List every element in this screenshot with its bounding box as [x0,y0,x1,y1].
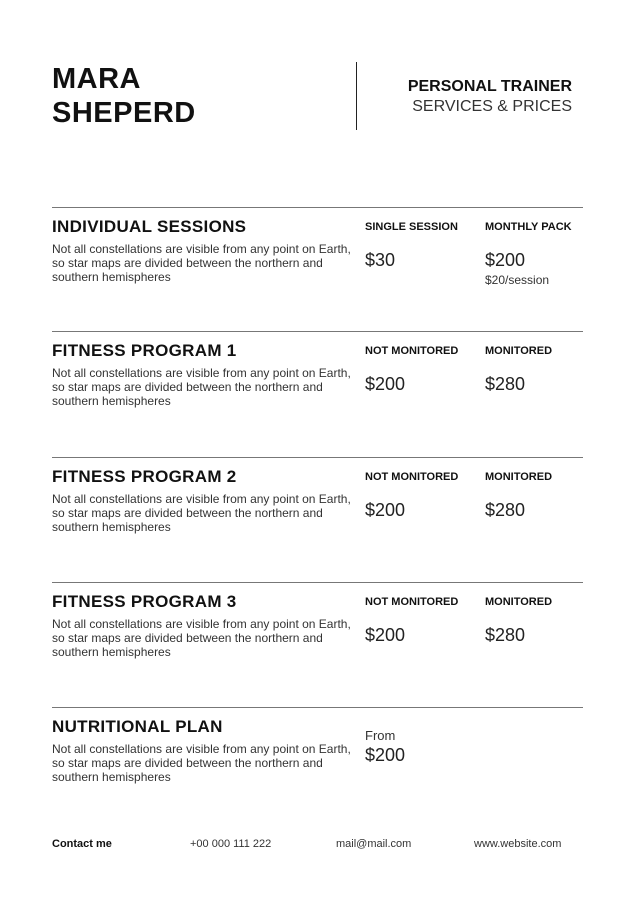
footer-phone[interactable]: +00 000 111 222 [190,838,272,850]
footer-contact-label: Contact me [52,838,112,850]
price-value: $200 [365,745,406,765]
role-title: PERSONAL TRAINER [407,78,572,95]
header-divider [356,62,357,130]
trainer-name [52,62,196,130]
price-column [485,471,552,521]
price-label: NOT MONITORED [365,596,459,608]
price-label: NOT MONITORED [365,471,459,483]
price-column [485,221,572,287]
service-description: Not all constellations are visible from any point on Earth, so star maps are divided between the northern and southern hemispheres [52,742,351,784]
footer-email[interactable]: mail@mail.com [336,838,412,850]
price-value: $200 [365,374,406,394]
header-role [408,77,572,117]
service-title: FITNESS PROGRAM 1 [52,341,237,360]
price-value: $200 [365,500,406,520]
service-section [52,582,583,703]
price-label: SINGLE SESSION [365,221,458,233]
first-name: MARA [52,63,141,95]
price-note: $20/session [485,273,550,287]
service-section [52,207,583,328]
price-column [485,596,552,646]
service-title: FITNESS PROGRAM 3 [52,592,237,611]
price-column [365,221,458,271]
service-section [52,457,583,578]
role-subtitle: SERVICES & PRICES [412,98,572,115]
service-description: Not all constellations are visible from any point on Earth, so star maps are divided between the northern and southern hemispheres [52,366,351,408]
price-value: $200 [485,250,526,270]
price-column [485,345,552,395]
service-title: NUTRITIONAL PLAN [52,717,223,736]
price-from: From [365,728,396,743]
price-value: $280 [485,500,526,520]
service-description: Not all constellations are visible from any point on Earth, so star maps are divided between the northern and southern hemispheres [52,492,351,534]
price-column [365,596,458,646]
service-section [52,707,583,828]
price-column [365,345,458,395]
service-title: FITNESS PROGRAM 2 [52,467,237,486]
price-label: MONITORED [485,345,553,357]
price-value: $280 [485,625,526,645]
price-column [365,471,458,521]
price-value: $280 [485,374,526,394]
price-label: MONITORED [485,471,553,483]
price-label: MONITORED [485,596,553,608]
last-name: SHEPERD [52,97,196,129]
price-value: $200 [365,625,406,645]
price-value: $30 [365,250,396,270]
service-description: Not all constellations are visible from any point on Earth, so star maps are divided between the northern and southern hemispheres [52,242,351,284]
service-title: INDIVIDUAL SESSIONS [52,217,247,236]
service-description: Not all constellations are visible from any point on Earth, so star maps are divided between the northern and southern hemispheres [52,617,351,659]
service-section [52,331,583,452]
price-label: NOT MONITORED [365,345,459,357]
price-column [365,721,405,766]
footer-website[interactable]: www.website.com [474,838,562,850]
price-label: MONTHLY PACK [485,221,572,233]
